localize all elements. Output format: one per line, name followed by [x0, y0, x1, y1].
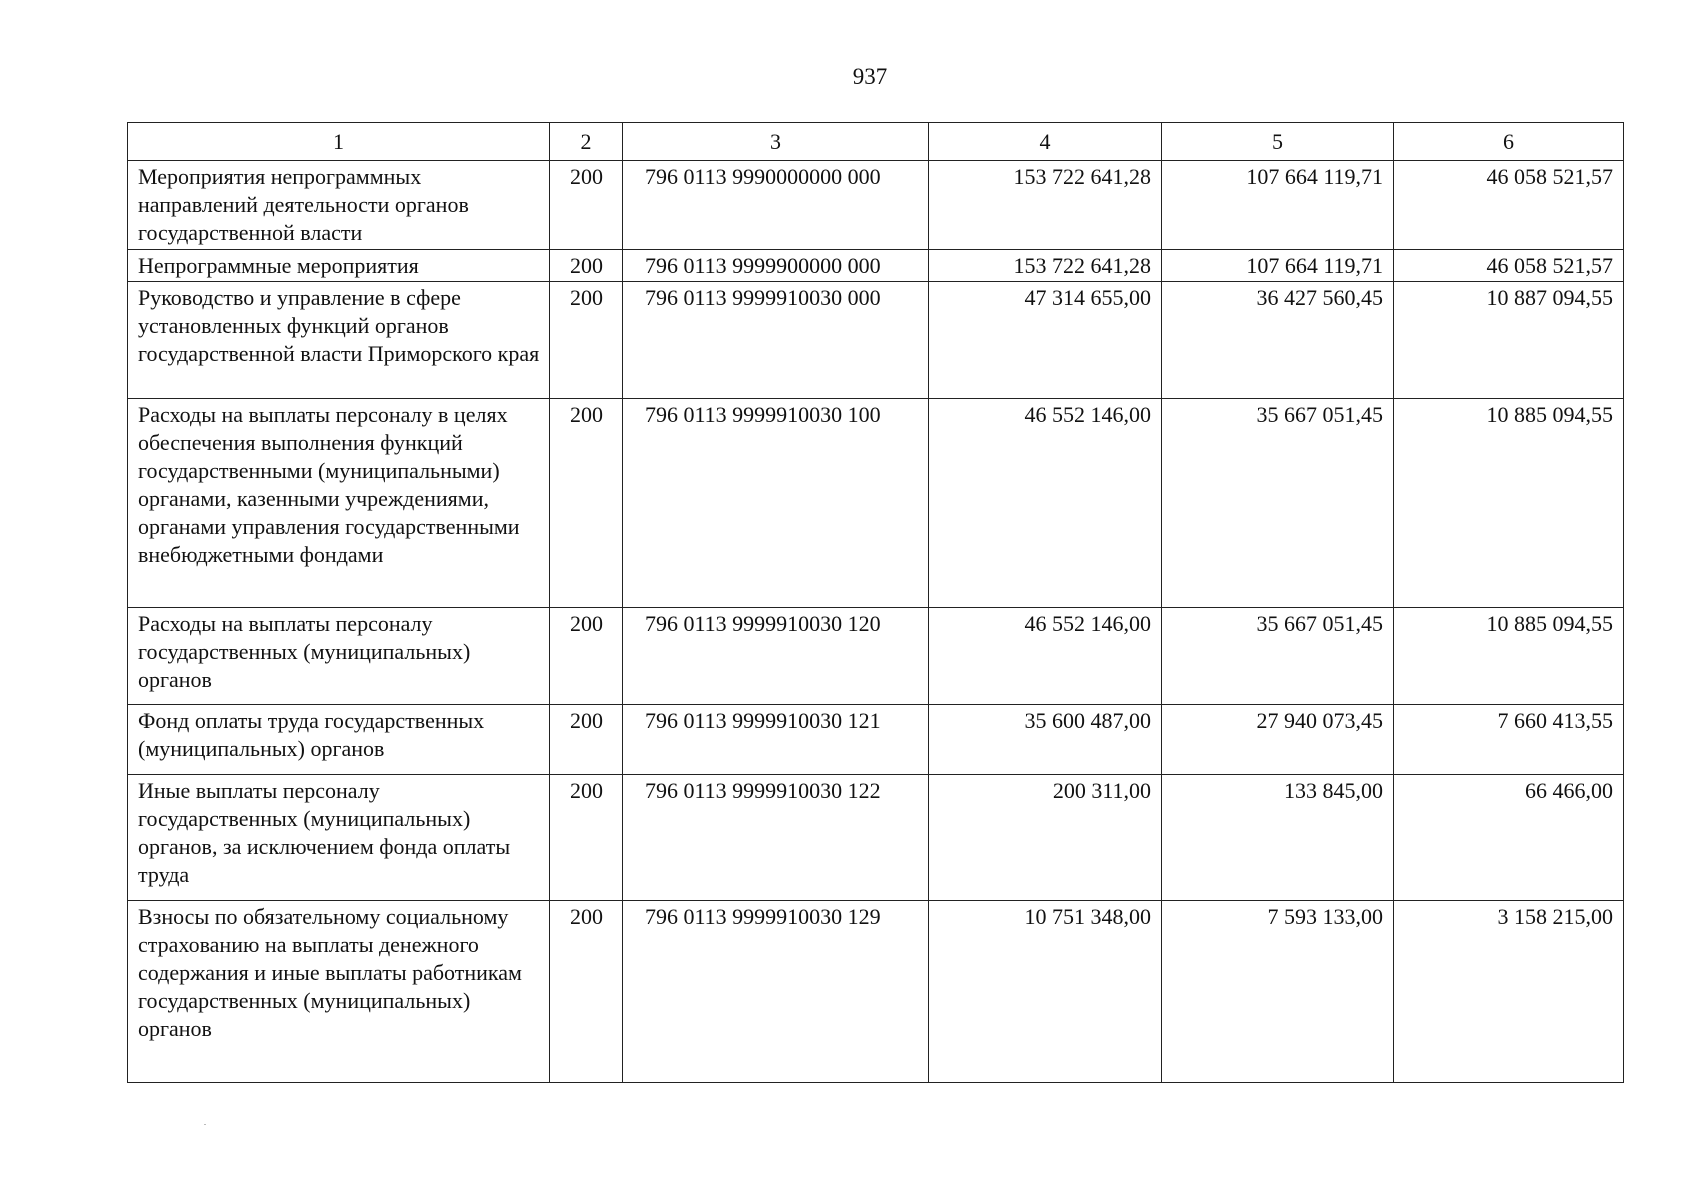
row-code-cell: 796 0113 9999910030 120 — [623, 608, 929, 705]
row-name-cell: Мероприятия непрограммных направлений деятельности органов государственной власти — [128, 161, 550, 250]
row-col4-cell: 153 722 641,28 — [929, 250, 1162, 282]
table-row — [128, 775, 1624, 901]
column-header-5: 5 — [1162, 123, 1394, 161]
row-section-cell: 200 — [550, 282, 623, 399]
row-section-cell: 200 — [550, 250, 623, 282]
table-row — [128, 399, 1624, 608]
row-code-cell: 796 0113 9999910030 000 — [623, 282, 929, 399]
budget-table — [127, 122, 1624, 1083]
row-code-cell: 796 0113 9999910030 129 — [623, 901, 929, 1083]
row-col5-cell: 107 664 119,71 — [1162, 250, 1394, 282]
row-section-cell: 200 — [550, 608, 623, 705]
column-header-2: 2 — [550, 123, 623, 161]
table-row — [128, 608, 1624, 705]
column-header-3: 3 — [623, 123, 929, 161]
row-name-cell: Расходы на выплаты персоналу государственных (муниципальных) органов — [128, 608, 550, 705]
row-col5-cell: 7 593 133,00 — [1162, 901, 1394, 1083]
row-code-cell: 796 0113 9990000000 000 — [623, 161, 929, 250]
row-col6-cell: 3 158 215,00 — [1394, 901, 1624, 1083]
row-col4-cell: 200 311,00 — [929, 775, 1162, 901]
row-col6-cell: 46 058 521,57 — [1394, 161, 1624, 250]
table-header-row — [128, 123, 1624, 161]
row-section-cell: 200 — [550, 399, 623, 608]
row-name-cell: Иные выплаты персоналу государственных (муниципальных) органов, за исключением фонда оплаты труда — [128, 775, 550, 901]
row-col6-cell: 46 058 521,57 — [1394, 250, 1624, 282]
row-section-cell: 200 — [550, 775, 623, 901]
table-row — [128, 161, 1624, 250]
row-col4-cell: 46 552 146,00 — [929, 608, 1162, 705]
row-col6-cell: 10 887 094,55 — [1394, 282, 1624, 399]
row-col5-cell: 107 664 119,71 — [1162, 161, 1394, 250]
row-col6-cell: 10 885 094,55 — [1394, 399, 1624, 608]
column-header-4: 4 — [929, 123, 1162, 161]
row-section-cell: 200 — [550, 705, 623, 775]
row-col4-cell: 10 751 348,00 — [929, 901, 1162, 1083]
row-name-cell: Фонд оплаты труда государственных (муниципальных) органов — [128, 705, 550, 775]
table-row — [128, 282, 1624, 399]
row-col6-cell: 66 466,00 — [1394, 775, 1624, 901]
row-col4-cell: 153 722 641,28 — [929, 161, 1162, 250]
scan-speck — [204, 1124, 206, 1125]
table-row — [128, 901, 1624, 1083]
row-name-cell: Руководство и управление в сфере установленных функций органов государственной власти Приморского края — [128, 282, 550, 399]
row-col6-cell: 7 660 413,55 — [1394, 705, 1624, 775]
row-code-cell: 796 0113 9999910030 122 — [623, 775, 929, 901]
row-section-cell: 200 — [550, 161, 623, 250]
column-header-1: 1 — [128, 123, 550, 161]
column-header-6: 6 — [1394, 123, 1624, 161]
table-row — [128, 250, 1624, 282]
page-number: 937 — [852, 64, 888, 89]
row-name-cell: Непрограммные мероприятия — [128, 250, 550, 282]
row-code-cell: 796 0113 9999910030 121 — [623, 705, 929, 775]
row-col5-cell: 36 427 560,45 — [1162, 282, 1394, 399]
row-code-cell: 796 0113 9999910030 100 — [623, 399, 929, 608]
row-name-cell: Взносы по обязательному социальному страхованию на выплаты денежного содержания и иные выплаты работникам государственных (муниципальных) органов — [128, 901, 550, 1083]
row-col4-cell: 47 314 655,00 — [929, 282, 1162, 399]
table-row — [128, 705, 1624, 775]
row-col4-cell: 35 600 487,00 — [929, 705, 1162, 775]
row-col6-cell: 10 885 094,55 — [1394, 608, 1624, 705]
row-name-cell: Расходы на выплаты персоналу в целях обеспечения выполнения функций государственными (муниципальными) органами, казенными учреждениями, органами управления государственными внебюджетными фондами — [128, 399, 550, 608]
row-col5-cell: 27 940 073,45 — [1162, 705, 1394, 775]
row-code-cell: 796 0113 9999900000 000 — [623, 250, 929, 282]
row-col5-cell: 35 667 051,45 — [1162, 399, 1394, 608]
row-col4-cell: 46 552 146,00 — [929, 399, 1162, 608]
row-col5-cell: 35 667 051,45 — [1162, 608, 1394, 705]
row-section-cell: 200 — [550, 901, 623, 1083]
row-col5-cell: 133 845,00 — [1162, 775, 1394, 901]
